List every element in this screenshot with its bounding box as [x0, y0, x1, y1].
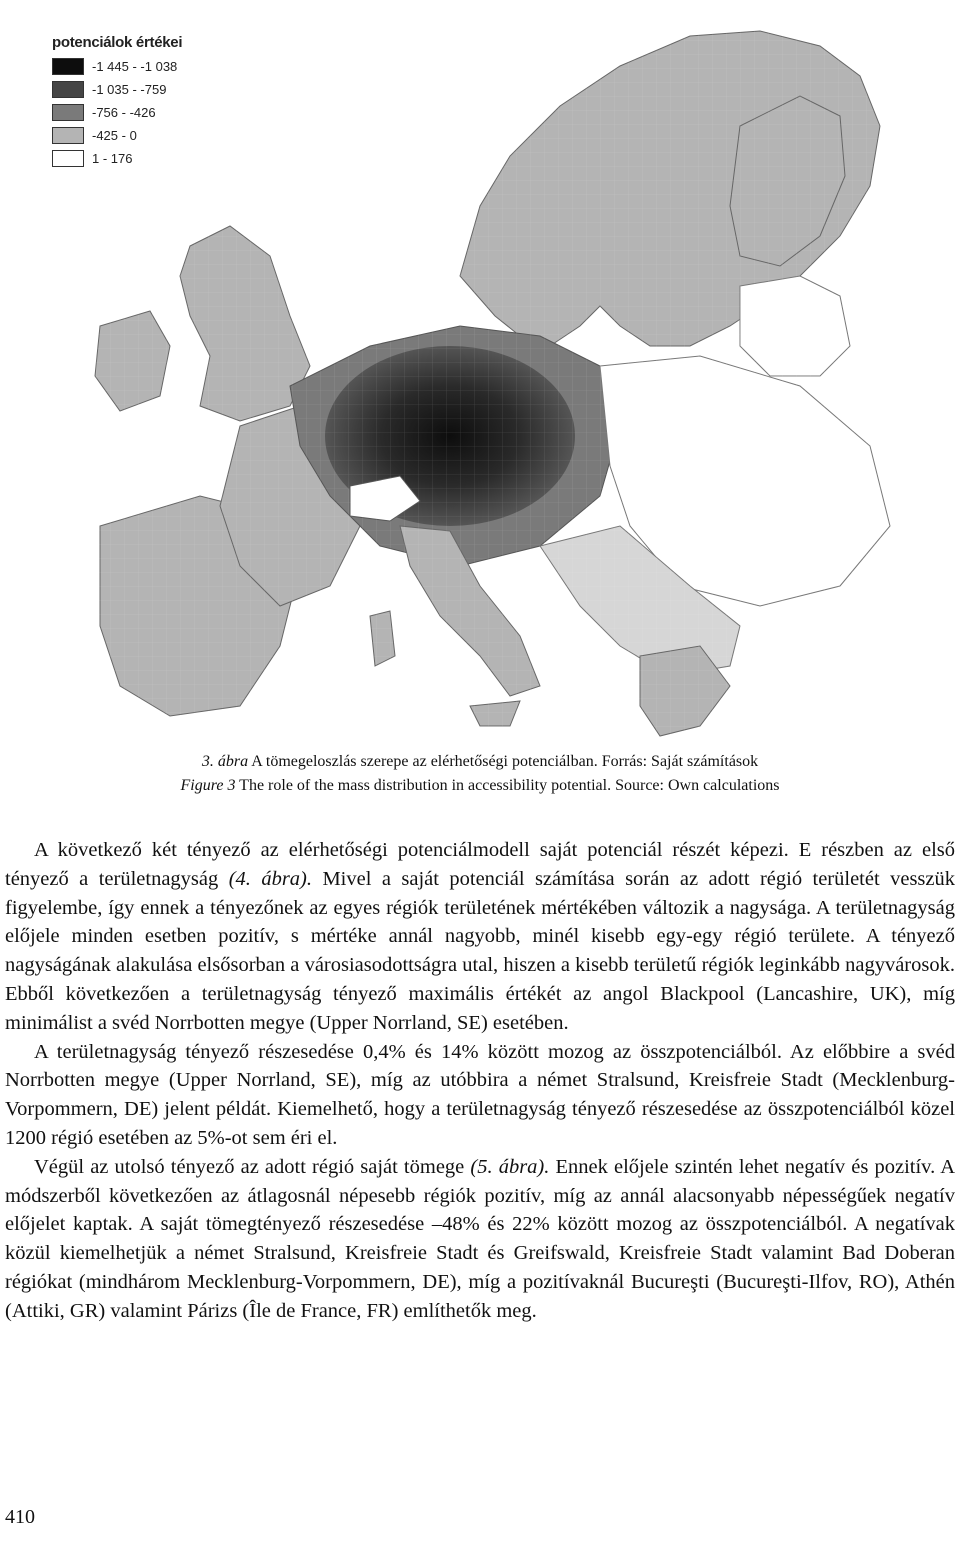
body-text — [5, 836, 955, 1326]
paragraph — [5, 1153, 955, 1326]
legend-item — [52, 78, 182, 101]
legend-label: 1 - 176 — [92, 151, 133, 166]
figure-reference: (5. ábra). — [470, 1155, 550, 1178]
legend-item — [52, 147, 182, 170]
legend-swatch — [52, 81, 84, 98]
paragraph-text: Végül az utolsó tényező az adott régió saját tömege — [34, 1155, 471, 1178]
legend-label: -756 - -426 — [92, 105, 156, 120]
legend-label: -425 - 0 — [92, 128, 137, 143]
paragraph-text: A következő két tényező az elérhetőségi potenciálmodell saját potenciál részét képezi. E részben az első tényező a területnagyság — [5, 839, 955, 890]
legend-item — [52, 101, 182, 124]
legend-swatch — [52, 150, 84, 167]
paragraph-text: Ennek előjele szintén lehet negatív és pozitív. A módszerből következően az átlagosnál népesebb régiók pozitív, míg az annál alacsonyabb népességűek negatív előjelet kaptak. A saját tömegtényező részesedése –48% és 22% között mozog az összpotenciálból. A negatívak közül kiemelhetjük a német Stralsund, Kreisfreie Stadt és Greifswald, Kreisfreie Stadt valamint Bad Doberan régiókat (mindhárom Mecklenburg-Vorpommern, DE), míg a pozitívaknál Bucureşti (Bucureşti-Ilfov, RO), Athén (Attiki, GR) valamint Párizs (Île de France, FR) említhetők meg. — [5, 1155, 955, 1322]
page-number: 410 — [5, 1506, 35, 1528]
legend-swatch — [52, 127, 84, 144]
caption-en-prefix: Figure 3 — [180, 777, 236, 794]
legend-item — [52, 124, 182, 147]
paragraph: A területnagyság tényező részesedése 0,4% és 14% között mozog az összpotenciálból. Az előbbire a svéd Norrbotten megye (Upper Norrland, SE), míg az utóbbira a német Stralsund, Kreisfreie Stadt (Mecklenburg-Vorpommern, DE) jelent példát. Kiemelhető, hogy a területnagyság tényező részesedése az összpotenciálból közel 1200 régió esetében az 5%-ot sem éri el. — [5, 1040, 955, 1149]
figure-caption-en — [0, 777, 960, 795]
legend-label: -1 445 - -1 038 — [92, 59, 178, 74]
map-legend — [52, 34, 182, 170]
paragraph-text: Mivel a saját potenciál számítása során az adott régió területét vesszük figyelembe, így ennek a tényezőnek az egyes régiók területének mértékében változik a nagysága. A területnagyság előjele minden esetben pozitív, s mértéke annál nagyobb, minél kisebb egy-egy régió területe. A tényező nagyságának alakulása elsősorban a városiasodottságra utal, hiszen a kisebb területű régiók leginkább nagyvárosok. Ebből következően a területnagyság tényező maximális értékét az angol Blackpool (Lancashire, UK), míg minimálist a svéd Norrbotten megye (Upper Norrland, SE) esetében. — [5, 867, 955, 1034]
caption-hu-text: A tömegeloszlás szerepe az elérhetőségi potenciálban. Forrás: Saját számítások — [248, 753, 759, 770]
legend-swatch — [52, 58, 84, 75]
legend-title: potenciálok értékei — [52, 34, 183, 51]
caption-en-text: The role of the mass distribution in accessibility potential. Source: Own calculations — [235, 777, 780, 794]
legend-item — [52, 55, 182, 78]
figure-reference: (4. ábra). — [228, 867, 313, 890]
legend-label: -1 035 - -759 — [92, 82, 167, 97]
legend-swatch — [52, 104, 84, 121]
figure-caption-hu — [0, 753, 960, 771]
paragraph — [5, 836, 955, 1038]
caption-hu-prefix: 3. ábra — [201, 753, 249, 770]
